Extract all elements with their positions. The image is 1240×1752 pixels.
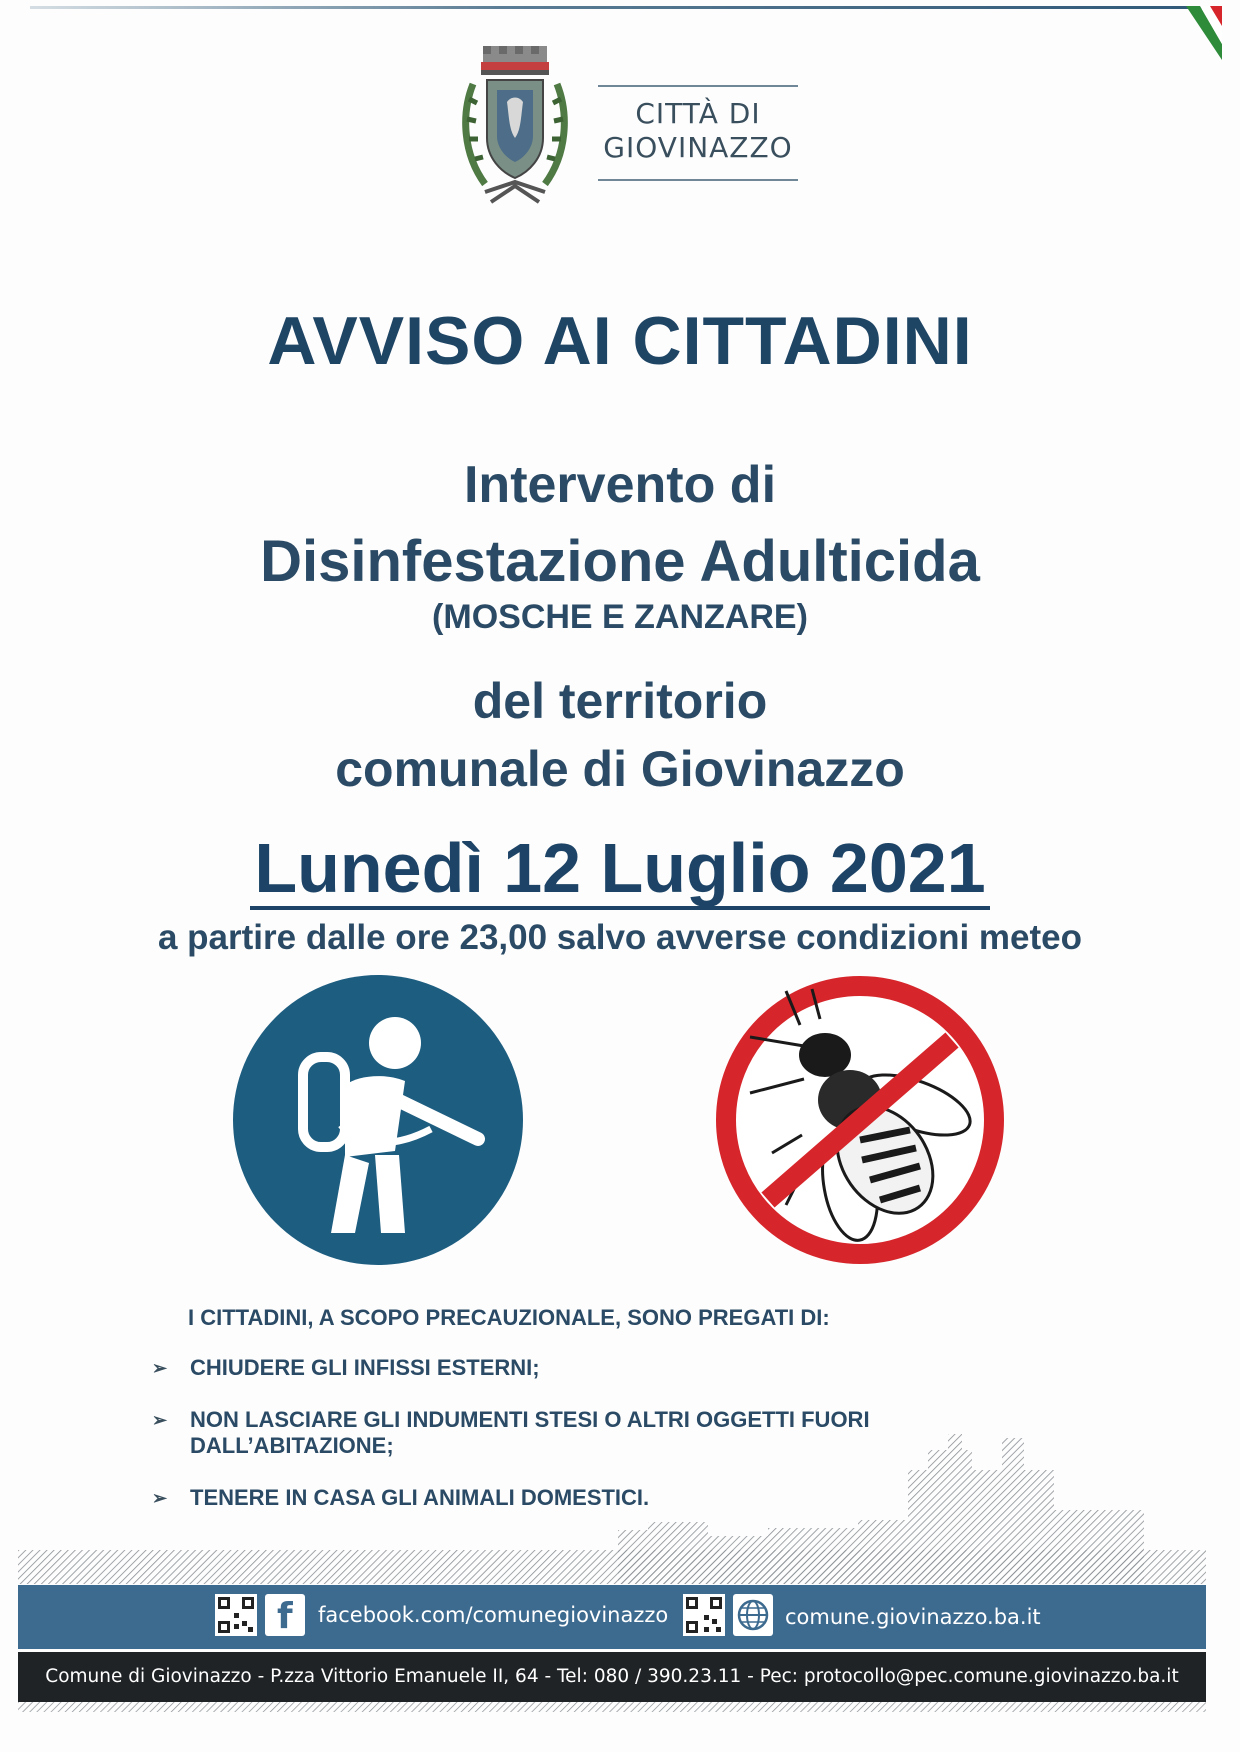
- list-item-text: NON LASCIARE GLI INDUMENTI STESI O ALTRI OGGETTI FUORI: [190, 1407, 870, 1432]
- website-link[interactable]: comune.giovinazzo.ba.it: [785, 1605, 1041, 1629]
- bottom-hatch-decoration: [18, 1702, 1206, 1712]
- list-item-text: CHIUDERE GLI INFISSI ESTERNI;: [190, 1355, 540, 1380]
- time-note: a partire dalle ore 23,00 salvo avverse condizioni meteo: [157, 918, 1083, 957]
- italian-flag-corner-icon: [1186, 6, 1222, 60]
- event-date-text: Lunedì 12 Luglio 2021: [250, 830, 989, 910]
- city-name-line2: GIOVINAZZO: [603, 131, 793, 164]
- municipality-line: comunale di Giovinazzo: [335, 741, 905, 797]
- municipal-crest-icon: [455, 44, 575, 214]
- notice-title: AVVISO AI CITTADINI: [267, 303, 973, 379]
- instructions-lead: I CITTADINI, A SCOPO PRECAUZIONALE, SONO PREGATI DI:: [188, 1305, 830, 1330]
- no-insects-icon: [710, 975, 1010, 1265]
- arrow-bullet-icon: ➢: [152, 1488, 168, 1508]
- list-item-text: TENERE IN CASA GLI ANIMALI DOMESTICI.: [190, 1485, 650, 1510]
- facebook-qr-code-icon: [215, 1594, 257, 1636]
- city-name-line1: CITTÀ DI: [635, 97, 761, 130]
- event-date: [0, 828, 1240, 910]
- contact-bar: Comune di Giovinazzo - P.zza Vittorio Emanuele II, 64 - Tel: 080 / 390.23.11 - Pec: protocollo@pec.comune.giovinazzo.ba.it: [18, 1652, 1206, 1702]
- list-item-text-continued: DALL’ABITAZIONE;: [190, 1433, 394, 1458]
- sprayer-worker-icon: [233, 975, 523, 1265]
- pests-line: (MOSCHE E ZANZARE): [432, 598, 808, 636]
- list-item: [152, 1355, 912, 1381]
- facebook-icon: f: [265, 1594, 305, 1636]
- top-rule: [30, 6, 1210, 9]
- globe-icon: [733, 1594, 773, 1636]
- city-skyline-decoration: [18, 1430, 1206, 1590]
- disinfestation-line: Disinfestazione Adulticida: [260, 529, 980, 594]
- website-qr-code-icon: [683, 1594, 725, 1636]
- territory-line: del territorio: [472, 673, 768, 729]
- arrow-bullet-icon: ➢: [152, 1358, 168, 1378]
- arrow-bullet-icon: ➢: [152, 1410, 168, 1430]
- intervention-line: Intervento di: [463, 456, 777, 514]
- facebook-link[interactable]: facebook.com/comunegiovinazzo: [318, 1603, 669, 1627]
- city-name: [598, 85, 798, 181]
